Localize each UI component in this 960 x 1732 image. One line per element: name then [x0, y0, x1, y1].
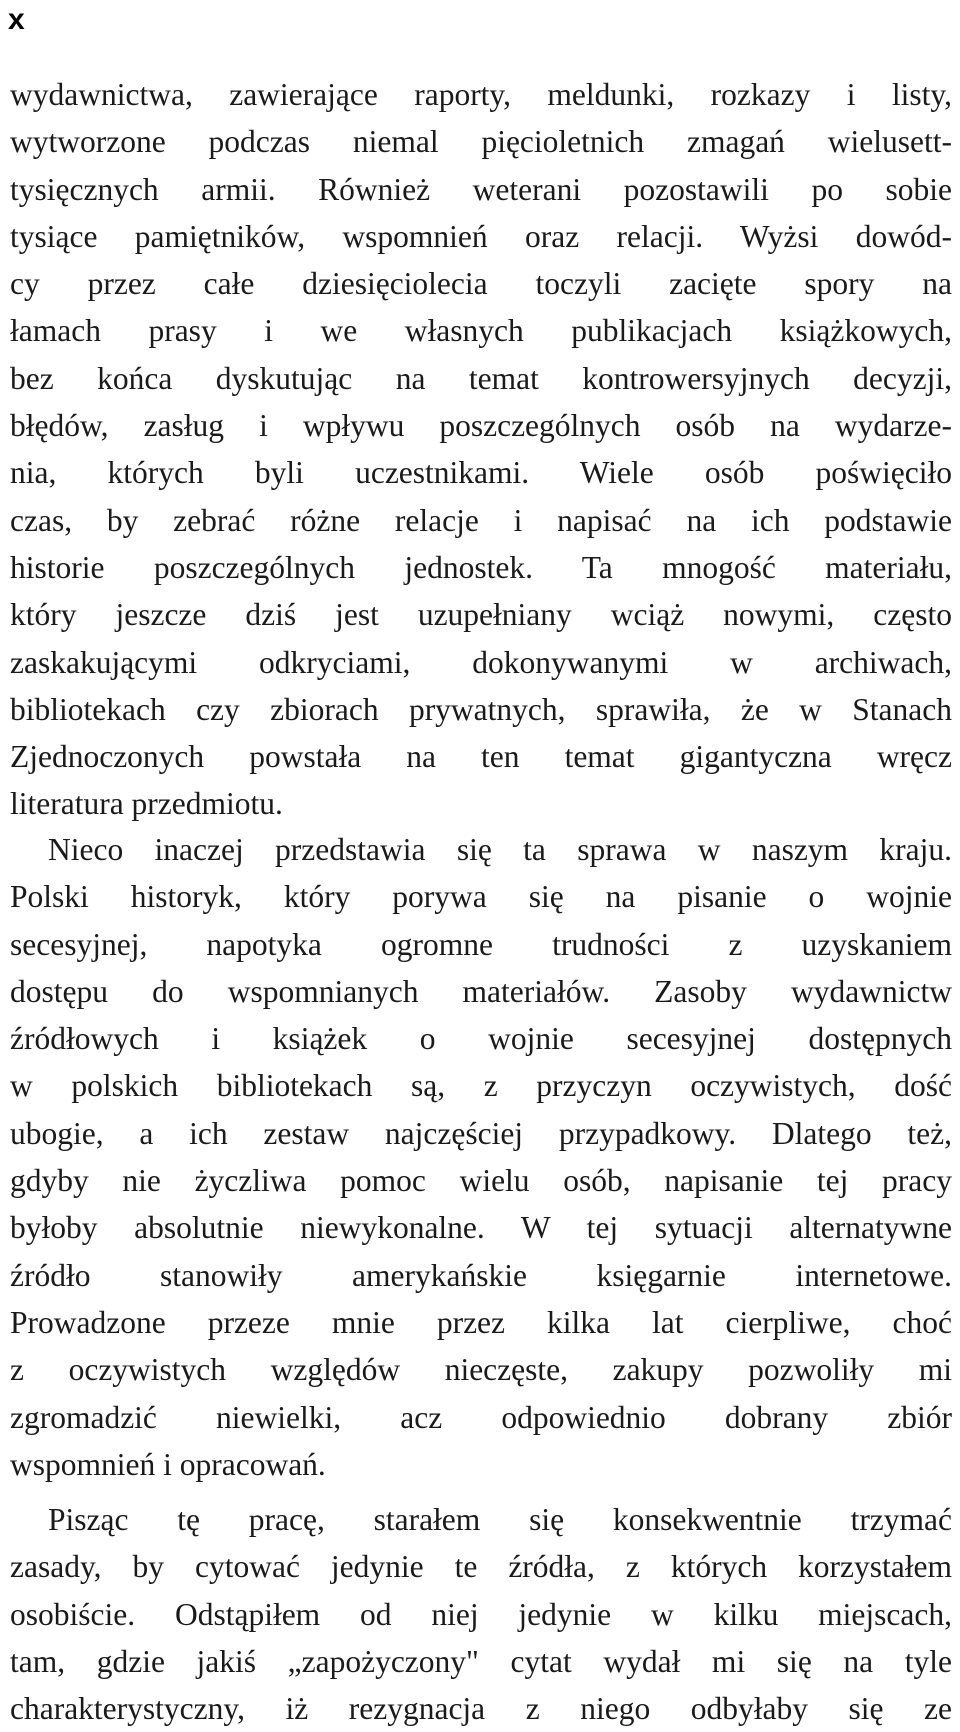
text-line: tysięcznych armii. Również weterani pozostawili po sobie — [10, 171, 952, 207]
text-line: literatura przedmiotu. — [10, 786, 283, 822]
paragraph-1 — [10, 71, 952, 828]
text-line: łamach prasy i we własnych publikacjach książkowych, — [10, 313, 952, 349]
text-line: tam, gdzie jakiś „zapożyczony" cytat wydał mi się na tyle — [10, 1643, 952, 1679]
paragraph-2 — [10, 826, 952, 1488]
text-line: bez końca dyskutując na temat kontrowersyjnych decyzji, — [10, 360, 952, 396]
text-line: wytworzone podczas niemal pięcioletnich zmagań wielusett- — [10, 124, 952, 160]
text-line: w polskich bibliotekach są, z przyczyn oczywistych, dość — [10, 1068, 952, 1104]
text-line: ubogie, a ich zestaw najczęściej przypadkowy. Dlatego też, — [10, 1115, 952, 1151]
text-line: który jeszcze dziś jest uzupełniany wciąż nowymi, często — [10, 597, 952, 633]
text-line: nia, których byli uczestnikami. Wiele osób poświęciło — [10, 455, 952, 491]
text-line: charakterystyczny, iż rezygnacja z niego odbyłaby się ze — [10, 1691, 952, 1727]
text-line: Zjednoczonych powstała na ten temat gigantyczna wręcz — [10, 739, 952, 775]
text-line: gdyby nie życzliwa pomoc wielu osób, napisanie tej pracy — [10, 1163, 952, 1199]
text-line: byłoby absolutnie niewykonalne. W tej sytuacji alternatywne — [10, 1210, 952, 1246]
text-line: wspomnień i opracowań. — [10, 1446, 326, 1482]
text-line: zgromadzić niewielki, acz odpowiednio dobrany zbiór — [10, 1399, 952, 1435]
page-marker: x — [8, 3, 25, 36]
text-line: czas, by zebrać różne relacje i napisać na ich podstawie — [10, 502, 952, 538]
text-line: bibliotekach czy zbiorach prywatnych, sprawiła, że w Stanach — [10, 691, 952, 727]
text-line: secesyjnej, napotyka ogromne trudności z uzyskaniem — [10, 926, 952, 962]
text-line: zaskakującymi odkryciami, dokonywanymi w archiwach, — [10, 644, 952, 680]
text-line: błędów, zasług i wpływu poszczególnych osób na wydarze- — [10, 408, 952, 444]
text-line: Nieco inaczej przedstawia się ta sprawa w naszym kraju. — [48, 832, 952, 867]
text-line: zasady, by cytować jedynie te źródła, z których korzystałem — [10, 1549, 952, 1585]
paragraph-3 — [10, 1496, 952, 1732]
text-line: cy przez całe dziesięciolecia toczyli zacięte spory na — [10, 266, 952, 302]
text-line: dostępu do wspomnianych materiałów. Zasoby wydawnictw — [10, 973, 952, 1009]
text-line: Prowadzone przeze mnie przez kilka lat cierpliwe, choć — [10, 1304, 952, 1340]
text-line: tysiące pamiętników, wspomnień oraz relacji. Wyżsi dowód- — [10, 218, 952, 254]
text-line: źródło stanowiły amerykańskie księgarnie internetowe. — [10, 1257, 952, 1293]
text-line: wydawnictwa, zawierające raporty, meldunki, rozkazy i listy, — [10, 77, 952, 112]
text-line: historie poszczególnych jednostek. Ta mnogość materiału, — [10, 549, 952, 585]
text-line: Pisząc tę pracę, starałem się konsekwentnie trzymać — [48, 1502, 952, 1537]
text-line: źródłowych i książek o wojnie secesyjnej dostępnych — [10, 1021, 952, 1057]
text-line: osobiście. Odstąpiłem od niej jedynie w kilku miejscach, — [10, 1596, 952, 1632]
text-line: Polski historyk, który porywa się na pisanie o wojnie — [10, 879, 952, 915]
text-line: z oczywistych względów nieczęste, zakupy pozwoliły mi — [10, 1352, 952, 1388]
